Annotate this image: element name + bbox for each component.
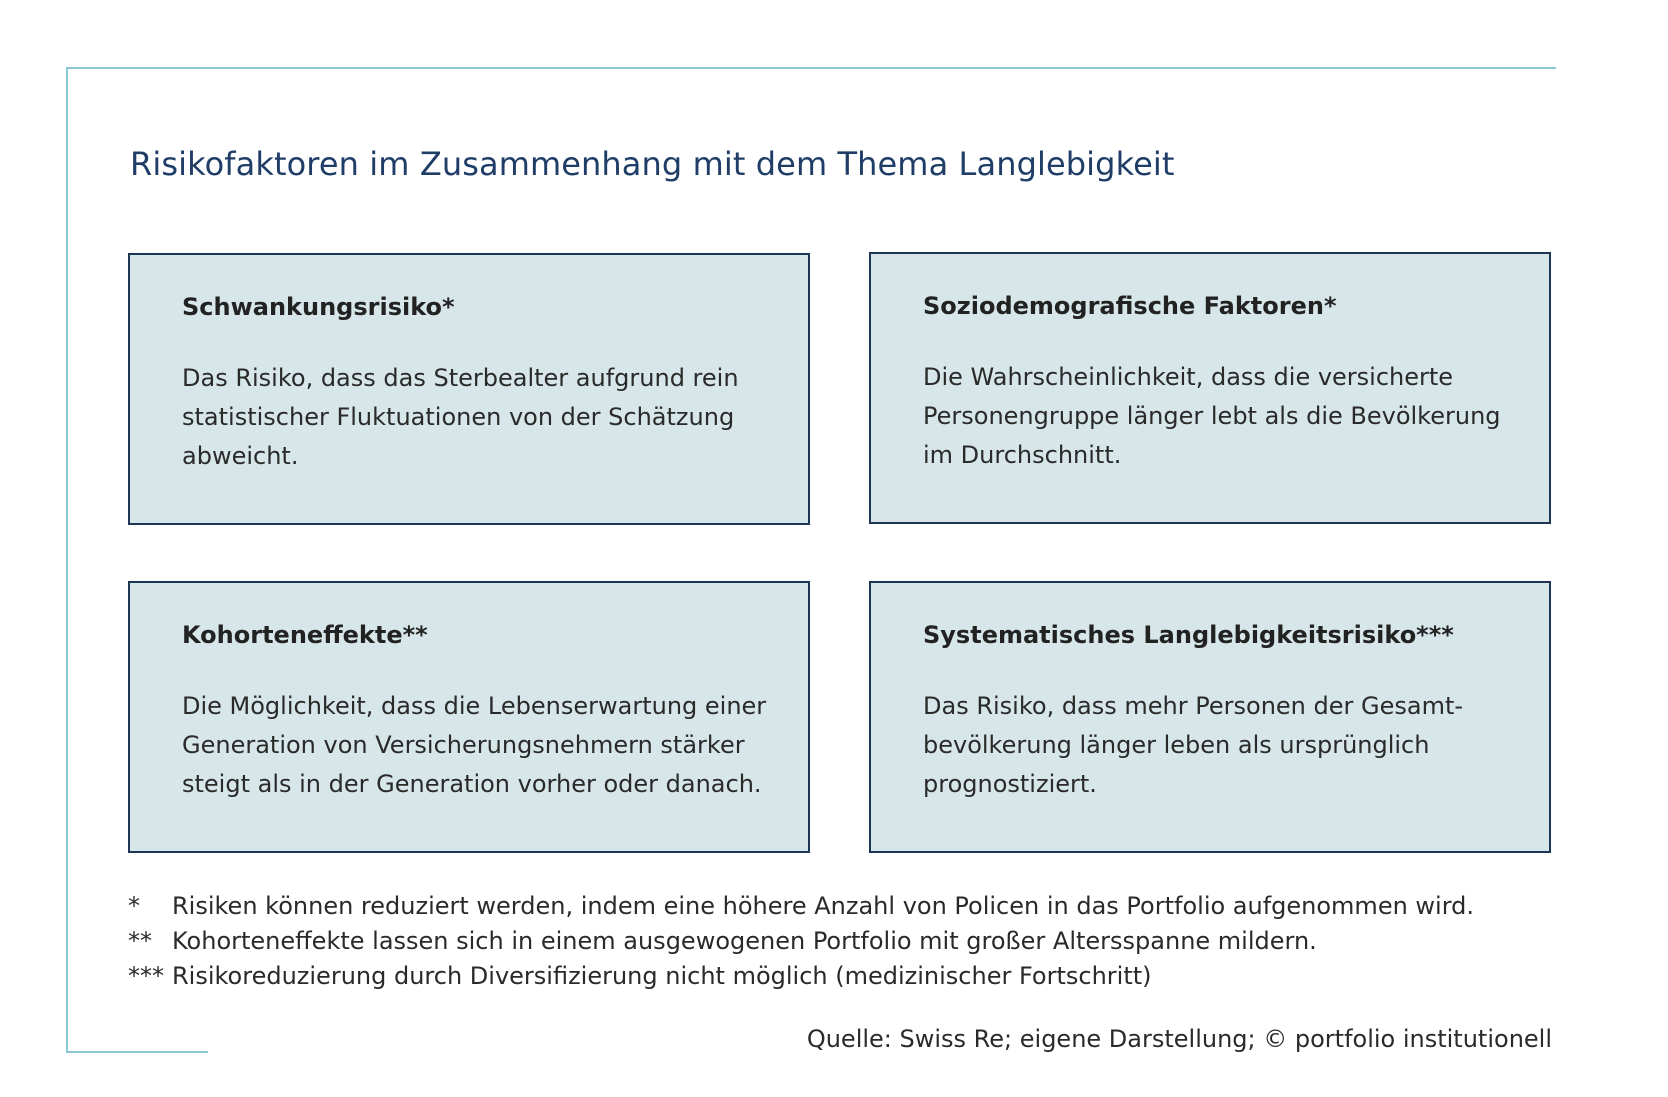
risk-box-soziodemografische-faktoren (869, 252, 1551, 524)
box-title: Schwankungsrisiko* (182, 293, 455, 321)
box-text-line: Personengruppe länger lebt als die Bevölkerung (923, 402, 1501, 430)
box-text-line: im Durchschnitt. (923, 441, 1122, 469)
footnote (128, 924, 1474, 959)
risk-box-schwankungsrisiko (128, 253, 810, 525)
box-text-line: Die Wahrscheinlichkeit, dass die versicherte (923, 363, 1454, 391)
footnotes (128, 889, 1474, 994)
box-title: Kohorteneffekte** (182, 621, 428, 649)
box-title: Systematisches Langlebigkeitsrisiko*** (923, 621, 1454, 649)
box-text-line: Generation von Versicherungsnehmern stärker (182, 731, 745, 759)
frame-top-line (66, 67, 1556, 69)
box-text-line: steigt als in der Generation vorher oder danach. (182, 770, 762, 798)
box-text-line: statistischer Fluktuationen von der Schätzung (182, 403, 735, 431)
box-text-line: Die Möglichkeit, dass die Lebenserwartung einer (182, 692, 767, 720)
box-description (923, 358, 1509, 475)
box-text-line: Das Risiko, dass mehr Personen der Gesamt- (923, 692, 1464, 720)
footnote-text: Risikoreduzierung durch Diversifizierung nicht möglich (medizinischer Fortschritt) (172, 962, 1152, 990)
risk-box-kohorteneffekte (128, 581, 810, 853)
footnote-text: Kohorteneffekte lassen sich in einem ausgewogenen Portfolio mit großer Altersspanne mildern. (172, 927, 1317, 955)
footnote-marker: * (128, 892, 140, 920)
frame-left-line (66, 67, 68, 1053)
footnote (128, 889, 1474, 924)
footnote-marker: ** (128, 927, 152, 955)
footnote-marker: *** (128, 962, 164, 990)
source-credit: Quelle: Swiss Re; eigene Darstellung; © portfolio institutionell (806, 1025, 1552, 1053)
box-description (923, 687, 1509, 804)
footnote (128, 959, 1474, 994)
box-text-line: prognostiziert. (923, 770, 1097, 798)
box-description (182, 687, 768, 804)
box-text-line: Das Risiko, dass das Sterbealter aufgrund rein (182, 364, 739, 392)
box-title: Soziodemografische Faktoren* (923, 292, 1337, 320)
box-text-line: bevölkerung länger leben als ursprünglich (923, 731, 1430, 759)
frame-bottom-line (66, 1051, 208, 1053)
diagram-title: Risikofaktoren im Zusammenhang mit dem Thema Langlebigkeit (130, 145, 1175, 183)
box-text-line: abweicht. (182, 442, 299, 470)
box-description (182, 359, 768, 476)
risk-box-systematisches-langlebigkeitsrisiko (869, 581, 1551, 853)
footnote-text: Risiken können reduziert werden, indem eine höhere Anzahl von Policen in das Portfolio aufgenommen wird. (172, 892, 1475, 920)
